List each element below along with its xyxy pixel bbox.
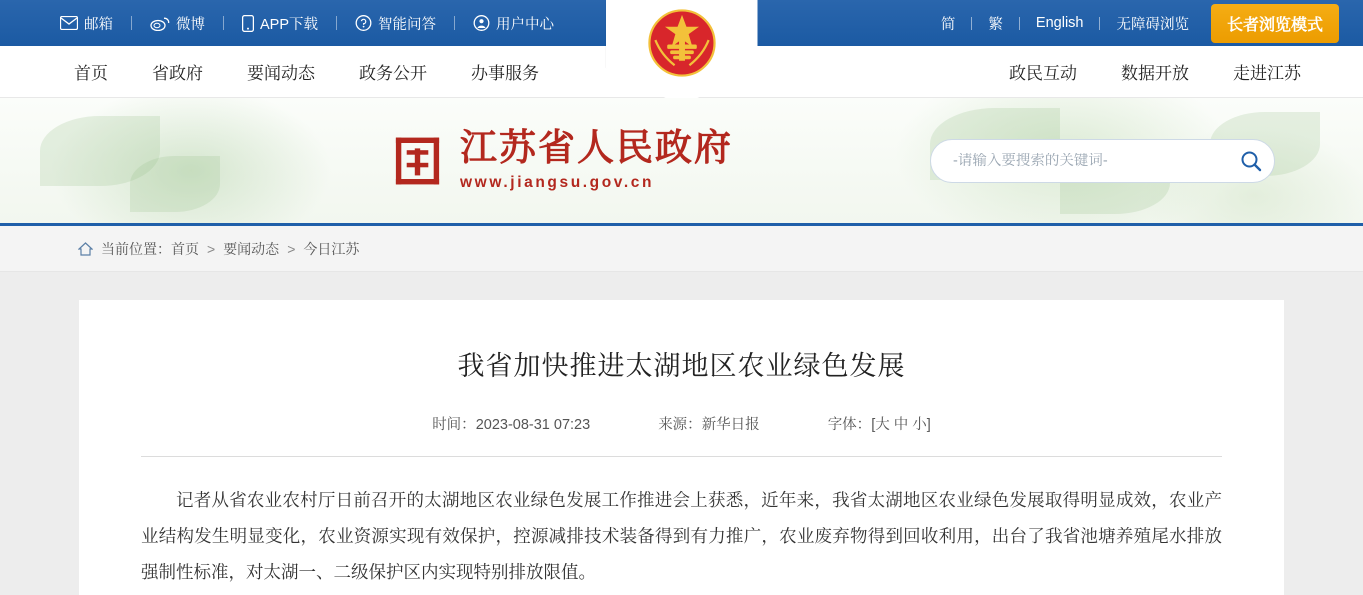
top-utility-bar xyxy=(0,0,1363,46)
nav-item-interaction[interactable]: 政民互动 xyxy=(1009,64,1077,83)
search-button[interactable] xyxy=(1234,144,1268,178)
search-icon xyxy=(1239,149,1263,173)
nav-item-government-affairs[interactable]: 政务公开 xyxy=(359,64,427,83)
article-paragraph: 记者从省农业农村厅日前召开的太湖地区农业绿色发展工作推进会上获悉，近年来，我省太湖地区农业绿色发展取得明显成效，农业产业结构发生明显变化，农业资源实现有效保护，控源减排技术装备得到有力推广，农业废弃物得到回收利用，出台了我省池塘养殖尾水排放强制性标准，对太湖一、二级保护区内实现特别排放限值。 xyxy=(141,490,1222,582)
topbar-item-qa[interactable] xyxy=(355,13,436,34)
divider xyxy=(223,16,224,30)
site-logo-text xyxy=(460,129,733,193)
article-time xyxy=(432,413,590,434)
topbar-item-label: APP下载 xyxy=(260,16,319,33)
site-url: www.jiangsu.gov.cn xyxy=(460,174,655,192)
nav-right-group xyxy=(987,59,1323,84)
page-body xyxy=(0,272,1363,595)
nav-item-home[interactable]: 首页 xyxy=(74,64,108,83)
lang-english[interactable]: English xyxy=(1035,15,1084,31)
accessibility-link[interactable]: 无障碍浏览 xyxy=(1116,16,1189,33)
divider xyxy=(336,16,337,30)
user-icon xyxy=(473,15,490,31)
chat-icon xyxy=(355,15,372,31)
mobile-icon xyxy=(242,15,254,32)
topbar-item-label: 微博 xyxy=(176,16,205,33)
breadcrumb xyxy=(0,226,1363,272)
leaf-decoration xyxy=(130,156,220,212)
breadcrumb-item-today-jiangsu[interactable]: 今日江苏 xyxy=(303,240,360,257)
elder-mode-button[interactable]: 长者浏览模式 xyxy=(1211,4,1339,43)
topbar-language-group xyxy=(941,4,1339,43)
nav-item-provincial-government[interactable]: 省政府 xyxy=(152,64,203,83)
main-navigation xyxy=(0,46,1363,98)
breadcrumb-separator: > xyxy=(207,240,216,257)
search-box[interactable] xyxy=(930,139,1275,183)
mail-icon xyxy=(60,16,78,30)
article-time-value: 2023-08-31 07:23 xyxy=(475,417,591,433)
font-size-label: 字体： xyxy=(827,417,872,433)
nav-item-open-data[interactable]: 数据开放 xyxy=(1121,64,1189,83)
site-banner xyxy=(0,98,1363,226)
divider xyxy=(141,456,1222,457)
divider xyxy=(971,17,972,30)
breadcrumb-item-home[interactable]: 首页 xyxy=(171,240,199,257)
divider xyxy=(1019,17,1020,30)
divider xyxy=(454,16,455,30)
weibo-icon xyxy=(150,16,170,31)
search-input[interactable] xyxy=(953,153,1234,169)
lang-traditional[interactable]: 繁 xyxy=(988,16,1003,33)
topbar-links xyxy=(60,13,554,34)
topbar-item-label: 智能问答 xyxy=(378,16,437,33)
article-meta xyxy=(141,413,1222,434)
article-source-value: 新华日报 xyxy=(701,417,760,433)
article-source-label: 来源： xyxy=(658,417,702,433)
article-source xyxy=(658,413,760,434)
topbar-item-mail[interactable] xyxy=(60,13,113,34)
font-size-control[interactable] xyxy=(828,413,931,434)
jiangsu-logo-icon xyxy=(390,132,444,190)
topbar-item-app[interactable] xyxy=(242,13,318,34)
breadcrumb-prefix: 当前位置： xyxy=(101,240,171,257)
topbar-item-label: 邮箱 xyxy=(84,16,113,33)
divider xyxy=(131,16,132,30)
nav-left-group xyxy=(52,59,561,84)
home-icon xyxy=(78,242,93,256)
site-title-cn: 江苏省人民政府 xyxy=(460,127,733,169)
font-size-options[interactable]: [大 中 小] xyxy=(871,417,931,433)
breadcrumb-separator: > xyxy=(287,240,296,257)
divider xyxy=(1099,17,1100,30)
nav-item-about-jiangsu[interactable]: 走进江苏 xyxy=(1233,64,1301,83)
breadcrumb-item-news[interactable]: 要闻动态 xyxy=(223,240,280,257)
article-container xyxy=(79,300,1284,595)
nav-item-services[interactable]: 办事服务 xyxy=(471,64,539,83)
topbar-item-label: 用户中心 xyxy=(496,16,555,33)
nav-item-news[interactable]: 要闻动态 xyxy=(247,64,315,83)
topbar-item-user-center[interactable] xyxy=(473,13,554,34)
topbar-item-weibo[interactable] xyxy=(150,13,205,34)
site-logo[interactable] xyxy=(390,129,733,193)
lang-simplified[interactable]: 简 xyxy=(940,16,956,33)
article-time-label: 时间： xyxy=(432,417,476,433)
page-title: 我省加快推进太湖地区农业绿色发展 xyxy=(457,351,906,381)
